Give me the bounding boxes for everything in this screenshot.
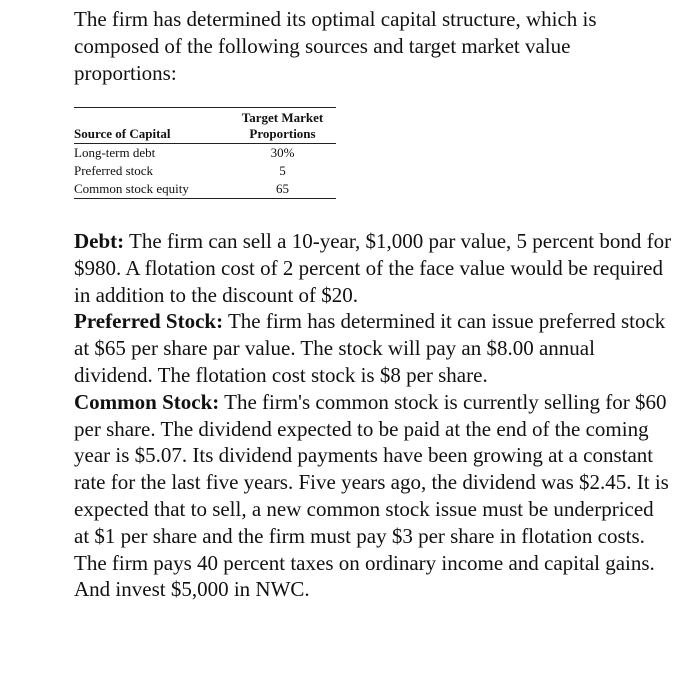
row-source: Preferred stock xyxy=(74,163,154,178)
preferred-label: Preferred Stock: xyxy=(74,309,224,334)
table-row xyxy=(74,162,336,180)
common-paragraph xyxy=(74,389,674,550)
common-label: Common Stock: xyxy=(74,389,220,414)
row-source: Common stock equity xyxy=(74,181,189,196)
problem-details xyxy=(74,228,674,603)
common-text: The firm's common stock is currently selling for $60 per share. The dividend expected to be paid at the end of the coming year is $5.07. Its dividend payments have been growing at a constant rate for the last five years. Five years ago, the dividend was $2.45. It is expected that to sell, a new common stock issue must be underpriced at $1 per share and the firm must pay $3 per share in flotation costs. xyxy=(74,389,669,548)
row-source: Long-term debt xyxy=(74,145,156,160)
header-proportions-line2: Proportions xyxy=(249,126,316,141)
header-source-of-capital: Source of Capital xyxy=(74,126,171,141)
header-proportions-line1: Target Market xyxy=(241,110,324,125)
intro-paragraph: The firm has determined its optimal capital structure, which is composed of the following sources and target market value proportions: xyxy=(74,7,597,85)
table-row xyxy=(74,180,336,199)
intro-block xyxy=(74,6,674,87)
row-proportion: 30% xyxy=(270,145,295,160)
taxes-paragraph: The firm pays 40 percent taxes on ordinary income and capital gains. And invest $5,000 in NWC. xyxy=(74,550,655,602)
preferred-text: The firm has determined it can issue preferred stock at $65 per share par value. The stock will pay an $8.00 annual dividend. The flotation cost stock is $8 per share. xyxy=(74,309,666,387)
capital-structure-table xyxy=(74,107,336,199)
table-header-row xyxy=(74,108,336,144)
debt-text: The firm can sell a 10-year, $1,000 par value, 5 percent bond for $980. A flotation cost of 2 percent of the face value would be required in addition to the discount of $20. xyxy=(74,229,672,307)
row-proportion: 65 xyxy=(276,181,289,196)
header-target-market-proportions xyxy=(229,108,336,144)
debt-paragraph xyxy=(74,228,674,308)
row-proportion: 5 xyxy=(279,163,286,178)
debt-label: Debt: xyxy=(74,229,125,253)
table-row xyxy=(74,144,336,163)
preferred-paragraph xyxy=(74,308,674,388)
